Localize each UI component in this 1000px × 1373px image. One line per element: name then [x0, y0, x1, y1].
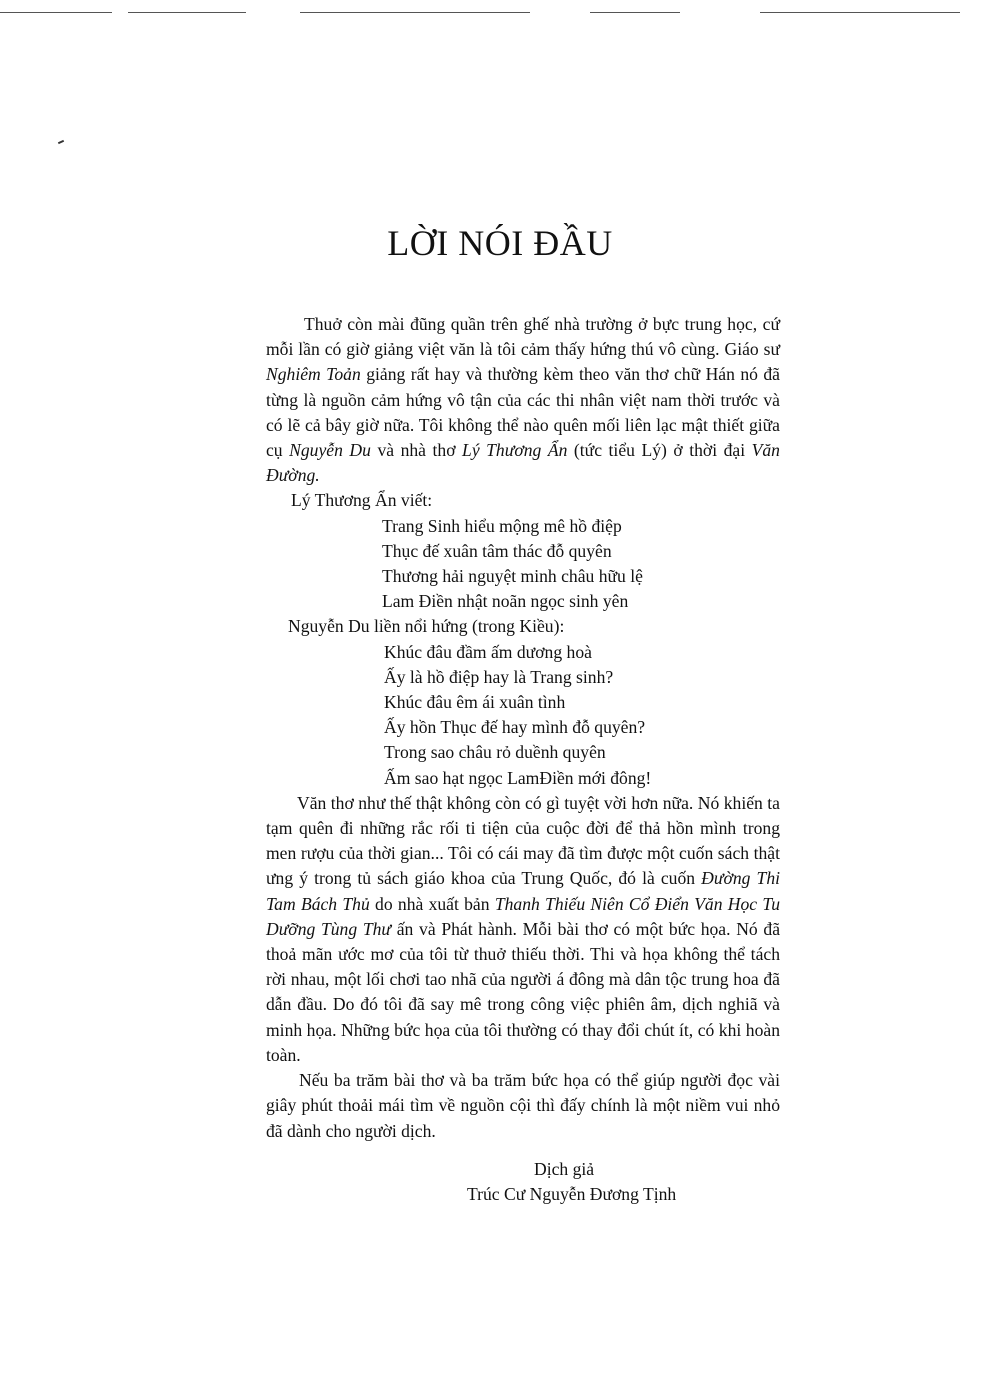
- verse-line: Trang Sinh hiểu mộng mê hồ điệp: [382, 515, 622, 536]
- scan-speck: [58, 140, 64, 144]
- paragraph-text: và nhà thơ: [370, 440, 463, 461]
- italic-name: Nghiêm Toản: [266, 364, 361, 385]
- main-paragraph: [266, 791, 780, 1068]
- du-intro-line: Nguyễn Du liền nổi hứng (trong Kiều):: [288, 616, 565, 637]
- verse-line: Ấy hồn Thục đế hay mình đỗ quyên?: [384, 717, 646, 738]
- paragraph-text: (tức tiểu Lý) ở thời đại: [567, 440, 752, 461]
- verse-line: Lam Điền nhật noãn ngọc sinh yên: [382, 591, 629, 612]
- italic-publisher: Thanh Thiếu Niên Cổ Điển Văn Học Tu Dưỡng Tùng Thư: [266, 893, 780, 939]
- italic-name: Lý Thương Ẩn: [462, 440, 568, 461]
- paragraph-text: Thuở còn mài đũng quần trên ghế nhà trường ở bực trung học, cứ mỗi lần có giờ giảng việt văn là tôi cảm thấy hứng thú vô cùng. Giáo sư: [266, 314, 780, 360]
- verse-line: Khúc đâu êm ái xuân tình: [384, 692, 566, 713]
- italic-name: Văn Đường.: [266, 440, 780, 486]
- verse-line: Khúc đâu đầm ấm dương hoà: [384, 641, 592, 662]
- page-title: LỜI NÓI ĐẦU: [387, 223, 613, 263]
- verse-line: Thục đế xuân tâm thác đỗ quyên: [382, 540, 612, 561]
- ly-intro-line: Lý Thương Ẩn viết:: [291, 490, 433, 511]
- intro-paragraph: [266, 312, 780, 488]
- du-verse-block: [266, 640, 780, 791]
- scan-edge-line: [128, 12, 246, 13]
- italic-name: Nguyễn Du: [289, 440, 371, 461]
- paragraph-text: do nhà xuất bản: [369, 893, 495, 914]
- verse-line: Ấm sao hạt ngọc LamĐiền mới đông!: [384, 767, 652, 788]
- italic-book-title: Đường Thi Tam Bách Thủ: [266, 868, 781, 914]
- paragraph-text: ấn và Phát hành. Mỗi bài thơ có một bức họa. Nó đã thoả mãn ước mơ của tôi từ thuở thiếu thời. Thi và họa không thể tách rời nhau, một lối chơi tao nhã của người á đông mà dân tộc trung hoa đã dẫn đầu. Do đó tôi đã say mê trong công việc phiên âm, dịch nghiã và minh họa. Những bức họa của tôi thường có thay đổi chút ít, có khi hoàn toàn.: [266, 918, 780, 1065]
- paragraph-text: giảng rất hay và thường kèm theo văn thơ chữ Hán nó đã từng là nguồn cảm hứng vô tận của các thi nhân việt nam thời trước và có lẽ cả bây giờ nữa. Tôi không thể nào quên mối liên lạc mật thiết giữa cụ: [266, 364, 780, 461]
- closing-paragraph: Nếu ba trăm bài thơ và ba trăm bức họa có thể giúp người đọc vài giây phút thoải mái tìm về nguồn cội thì đấy chính là một niềm vui nhỏ đã dành cho người dịch.: [266, 1070, 780, 1141]
- verse-line: Thương hải nguyệt minh châu hữu lệ: [382, 566, 643, 587]
- verse-line: Trong sao châu rỏ duềnh quyên: [384, 742, 606, 763]
- verse-line: Ấy là hồ điệp hay là Trang sinh?: [384, 666, 614, 687]
- signature-role: Dịch giả: [534, 1158, 595, 1179]
- body-text: [266, 312, 780, 1207]
- scan-edge-line: [760, 12, 960, 13]
- scan-edge-line: [0, 12, 112, 13]
- paragraph-text: Văn thơ như thế thật không còn có gì tuyệt vời hơn nữa. Nó khiến ta tạm quên đi những rắc rối ti tiện của cuộc đời để thả hồn mình trong men rượu của thời gian... Tôi có cái may đã tìm được một cuốn sách thật ưng ý trong tủ sách giáo khoa của Trung Quốc, đó là cuốn: [266, 792, 780, 889]
- scan-edge-line: [300, 12, 530, 13]
- signature-name: Trúc Cư Nguyễn Đương Tịnh: [467, 1183, 677, 1204]
- scan-edge-line: [590, 12, 680, 13]
- ly-verse-block: [266, 514, 780, 615]
